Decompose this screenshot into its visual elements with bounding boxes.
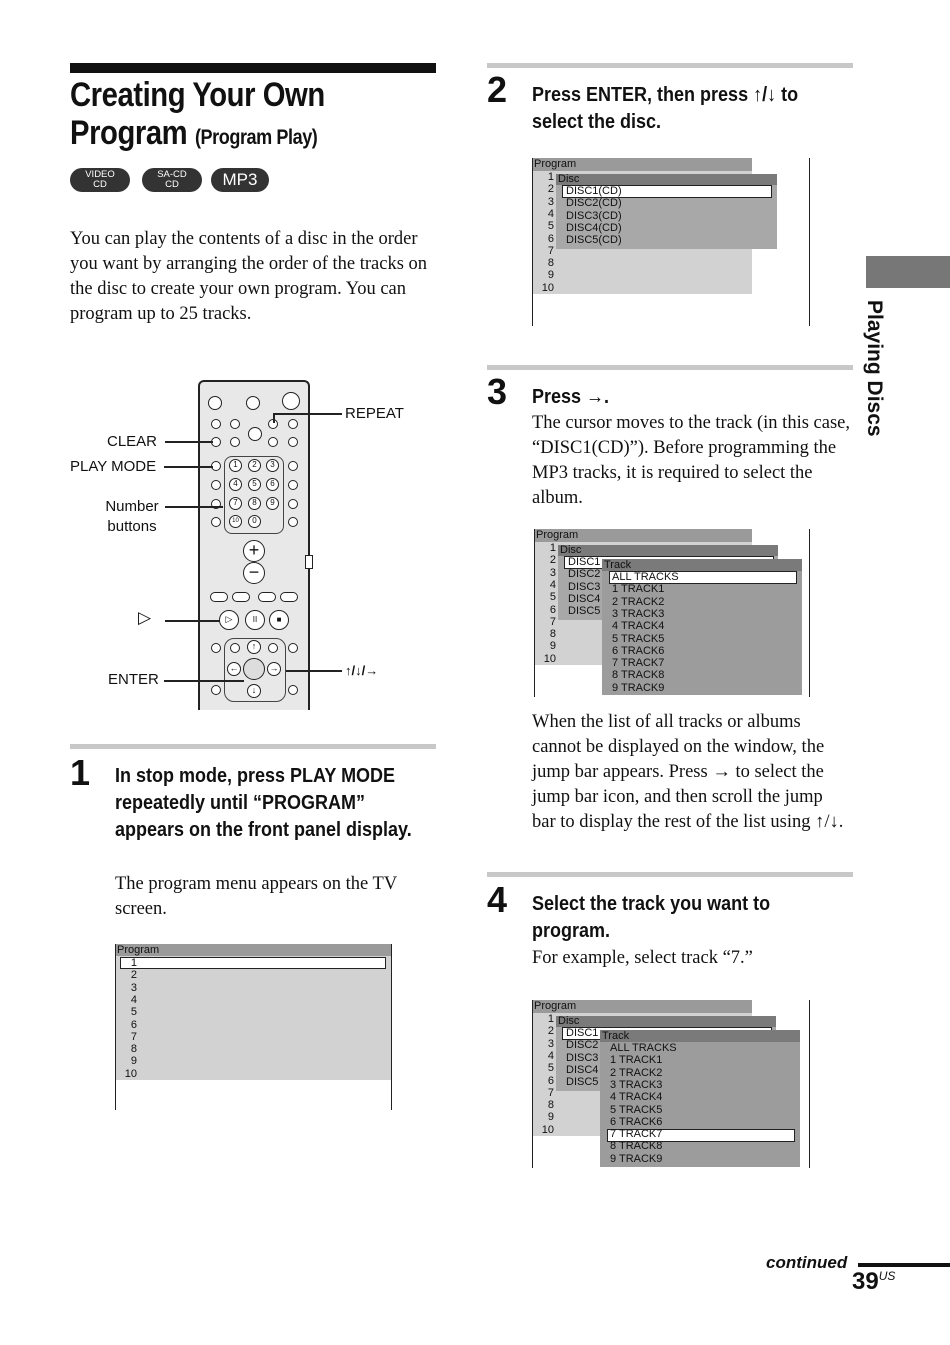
step3-number: 3 (487, 371, 508, 412)
track-item: 3 TRACK3 (612, 607, 665, 620)
number-button-6: 6 (266, 478, 279, 491)
play-symbol-label: ▷ (138, 608, 152, 627)
remote-button (288, 461, 298, 471)
page-title (70, 76, 325, 157)
remote-side-clip (305, 555, 313, 569)
number-button-1: 1 (229, 459, 242, 472)
screen-frame (115, 944, 392, 1110)
enter-label: ENTER (108, 671, 159, 688)
program-label: Program (534, 158, 577, 170)
left-arrow-icon: ← (227, 662, 241, 676)
row-number: 10 (541, 281, 554, 294)
step2-number: 2 (487, 69, 508, 110)
remote-button (288, 480, 298, 490)
callout-line (165, 506, 223, 508)
disc-item: DISC3(CD) (566, 209, 622, 222)
row-number: 7 (130, 1030, 137, 1043)
section-tab-label (862, 300, 898, 460)
tv-screen-track-select (532, 1000, 810, 1168)
step2-rule (487, 63, 853, 68)
track-item: 2 TRACK2 (610, 1066, 663, 1079)
row-number: 1 (547, 171, 554, 183)
power-button (282, 392, 300, 410)
track-item: 1 TRACK1 (610, 1054, 663, 1067)
remote-button (288, 499, 298, 509)
row-number: 10 (543, 652, 556, 665)
disc-item: DISC4(CD) (566, 221, 622, 234)
number-buttons-label (103, 497, 161, 537)
continued-label: continued (766, 1253, 848, 1272)
number-button-5: 5 (248, 478, 261, 491)
row-number: 9 (130, 1055, 137, 1068)
page-number (852, 1268, 895, 1296)
row-number: 2 (547, 183, 554, 196)
row-number: 1 (549, 542, 556, 554)
clear-label: CLEAR (107, 433, 158, 450)
step1-number: 1 (70, 752, 91, 793)
step4-number: 4 (487, 879, 508, 920)
remote-button (211, 643, 221, 653)
track-item: 3 TRACK3 (610, 1078, 663, 1091)
number-button-2: 2 (248, 459, 261, 472)
row-number: 9 (547, 269, 554, 282)
track-item: 1 TRACK1 (612, 583, 665, 596)
row-number: 2 (547, 1025, 554, 1038)
stop-button: ■ (269, 610, 289, 630)
video-cd-badge (70, 168, 130, 192)
disc-item: DISC3 (568, 580, 601, 593)
disc-label: Disc (560, 544, 582, 556)
track-item: ALL TRACKS (610, 1042, 677, 1054)
fast-forward-icon (280, 592, 298, 602)
remote-button (211, 517, 221, 527)
title-subtitle: (Program Play) (194, 126, 318, 149)
remote-button (211, 499, 221, 509)
remote-button (248, 427, 262, 441)
right-arrow-icon: → (267, 662, 281, 676)
number-button-4: 4 (229, 478, 242, 491)
row-number: 7 (549, 615, 556, 628)
remote-button (288, 517, 298, 527)
badge-text: CD (93, 179, 107, 190)
callout-line (273, 413, 275, 423)
step4-body: For example, select track “7.” (532, 948, 753, 968)
track-label: Track (602, 1030, 630, 1042)
row-number: 6 (547, 1074, 554, 1087)
play-button: ▷ (219, 610, 239, 630)
row-number: 5 (130, 1006, 137, 1019)
number-button-3: 3 (266, 459, 279, 472)
row-number: 8 (547, 257, 554, 270)
volume-up-icon: + (243, 540, 265, 562)
disc-item: DISC1 (568, 556, 601, 568)
mp3-badge (211, 168, 269, 192)
step1-body: The program menu appears on the TV screen. (115, 874, 397, 919)
step1-heading: In stop mode, press PLAY MODE repeatedly until “PROGRAM” appears on the front panel display. (115, 765, 412, 841)
remote-button (268, 437, 278, 447)
enter-button (243, 658, 265, 680)
row-number: 2 (130, 969, 137, 982)
remote-button (246, 396, 260, 410)
disc-item: DISC2 (568, 568, 601, 581)
disc-item: DISC4 (568, 592, 601, 605)
track-item: 8 TRACK8 (610, 1140, 663, 1153)
row-number: 7 (547, 1086, 554, 1099)
track-item: 7 TRACK7 (612, 657, 665, 670)
disc-item: DISC5 (568, 605, 601, 618)
row-number: 4 (547, 207, 554, 220)
row-number: 6 (130, 1018, 137, 1031)
title-line-2: Program (70, 114, 188, 152)
callout-line (165, 441, 213, 443)
callout-line (164, 680, 244, 682)
tv-screen-track-list (534, 529, 810, 697)
track-item: 9 TRACK9 (612, 681, 665, 694)
next-icon (232, 592, 250, 602)
row-number: 5 (547, 1062, 554, 1075)
row-number: 3 (547, 195, 554, 208)
step2-heading: Press ENTER, then press ↑/↓ to select the disc. (532, 84, 799, 133)
sa-cd-badge (142, 168, 202, 192)
row-number: 3 (547, 1037, 554, 1050)
label-text: buttons (107, 518, 157, 535)
program-label: Program (117, 944, 160, 956)
row-number: 5 (547, 220, 554, 233)
disc-label: Disc (558, 1015, 580, 1027)
title-rule (70, 63, 436, 73)
step3-heading: Press →. (532, 386, 610, 408)
title-line-1: Creating Your Own (70, 76, 325, 114)
screen-frame (532, 1000, 810, 1168)
row-number: 9 (547, 1111, 554, 1124)
badge-text: SA-CD (157, 169, 187, 180)
row-number: 2 (549, 554, 556, 567)
remote-button (288, 643, 298, 653)
number-button-8: 8 (248, 497, 261, 510)
row-number: 3 (549, 566, 556, 579)
remote-button (288, 685, 298, 695)
track-item: 7 TRACK7 (610, 1128, 663, 1141)
row-number: 1 (547, 1013, 554, 1025)
track-item: 4 TRACK4 (612, 620, 665, 633)
step4-rule (487, 872, 853, 877)
rewind-icon (258, 592, 276, 602)
row-number: 4 (130, 993, 137, 1006)
pause-button: II (245, 610, 265, 630)
label-text: Number (105, 498, 159, 515)
row-number: 8 (130, 1043, 137, 1056)
tv-screen-program-menu (115, 944, 392, 1110)
up-arrow-icon: ↑ (247, 640, 261, 654)
badge-text: VIDEO (85, 169, 115, 180)
disc-label: Disc (558, 173, 580, 185)
volume-down-icon: − (243, 562, 265, 584)
row-number: 3 (130, 981, 137, 994)
track-item: ALL TRACKS (612, 571, 679, 583)
remote-button (230, 437, 240, 447)
track-item: 2 TRACK2 (612, 595, 665, 608)
remote-button (288, 437, 298, 447)
remote-button (208, 396, 222, 410)
step3-note: When the list of all tracks or albums cannot be displayed on the window, the jump bar appears. Press → to select the jump bar icon, and then scroll the jump bar to display the rest of the list using ↑/↓. (532, 712, 844, 832)
step3-body: The cursor moves to the track (in this case, “DISC1(CD)”). Before programming the MP3 tracks, it is required to select the album. (532, 413, 850, 508)
number-button-9: 9 (266, 497, 279, 510)
section-tab-marker (866, 256, 950, 288)
row-number: 5 (549, 591, 556, 604)
tv-screen-disc-select (532, 158, 810, 326)
down-arrow-icon: ↓ (247, 684, 261, 698)
page-suffix: US (878, 1269, 896, 1283)
badge-text: CD (165, 179, 179, 190)
program-label: Program (534, 1000, 577, 1012)
disc-item: DISC3 (566, 1051, 599, 1064)
badge-text: MP3 (222, 170, 258, 189)
disc-item: DISC5 (566, 1076, 599, 1089)
screen-frame (532, 158, 810, 326)
arrows-label: ↑/↓/→ (345, 663, 379, 678)
disc-item: DISC2 (566, 1039, 599, 1052)
disc-item: DISC5(CD) (566, 234, 622, 247)
track-item: 8 TRACK8 (612, 669, 665, 682)
callout-line (286, 670, 342, 672)
callout-line (165, 620, 220, 622)
row-number: 4 (547, 1049, 554, 1062)
disc-item: DISC1(CD) (566, 185, 622, 197)
page-number-value: 39 (852, 1268, 879, 1295)
repeat-label: REPEAT (345, 405, 404, 422)
number-button-10: 10 (229, 515, 242, 528)
disc-item: DISC1 (566, 1027, 599, 1039)
play-mode-label: PLAY MODE (70, 458, 157, 475)
track-label: Track (604, 559, 632, 571)
disc-item: DISC4 (566, 1063, 599, 1076)
screen-frame (534, 529, 810, 697)
row-number: 10 (124, 1067, 137, 1080)
step4-heading: Select the track you want to program. (532, 893, 771, 942)
row-number: 9 (549, 640, 556, 653)
row-number: 7 (547, 244, 554, 257)
row-number: 10 (541, 1123, 554, 1136)
continued-rule (858, 1263, 950, 1267)
step3-rule (487, 365, 853, 370)
remote-button (288, 419, 298, 429)
remote-button (211, 480, 221, 490)
track-item: 5 TRACK5 (610, 1103, 663, 1116)
callout-line (274, 413, 342, 415)
row-number: 8 (549, 628, 556, 641)
row-number: 8 (547, 1099, 554, 1112)
callout-line (164, 466, 213, 468)
program-label: Program (536, 529, 579, 541)
row-number: 6 (549, 603, 556, 616)
row-number: 6 (547, 232, 554, 245)
track-item: 6 TRACK6 (610, 1115, 663, 1128)
section-tab-text: Playing Discs (863, 300, 886, 437)
number-button-0: 0 (248, 515, 261, 528)
intro-paragraph: You can play the contents of a disc in the order you want by arranging the order of the tracks on the disc to create your own program. You can program up to 25 tracks. (70, 229, 428, 324)
remote-button (211, 685, 221, 695)
track-item: 5 TRACK5 (612, 632, 665, 645)
row-number: 1 (130, 957, 137, 969)
track-item: 4 TRACK4 (610, 1091, 663, 1104)
row-number: 4 (549, 578, 556, 591)
remote-button (230, 419, 240, 429)
track-item: 6 TRACK6 (612, 644, 665, 657)
prev-icon (210, 592, 228, 602)
track-item: 9 TRACK9 (610, 1152, 663, 1165)
step1-rule (70, 744, 436, 749)
remote-button (211, 419, 221, 429)
disc-item: DISC2(CD) (566, 197, 622, 210)
number-button-7: 7 (229, 497, 242, 510)
